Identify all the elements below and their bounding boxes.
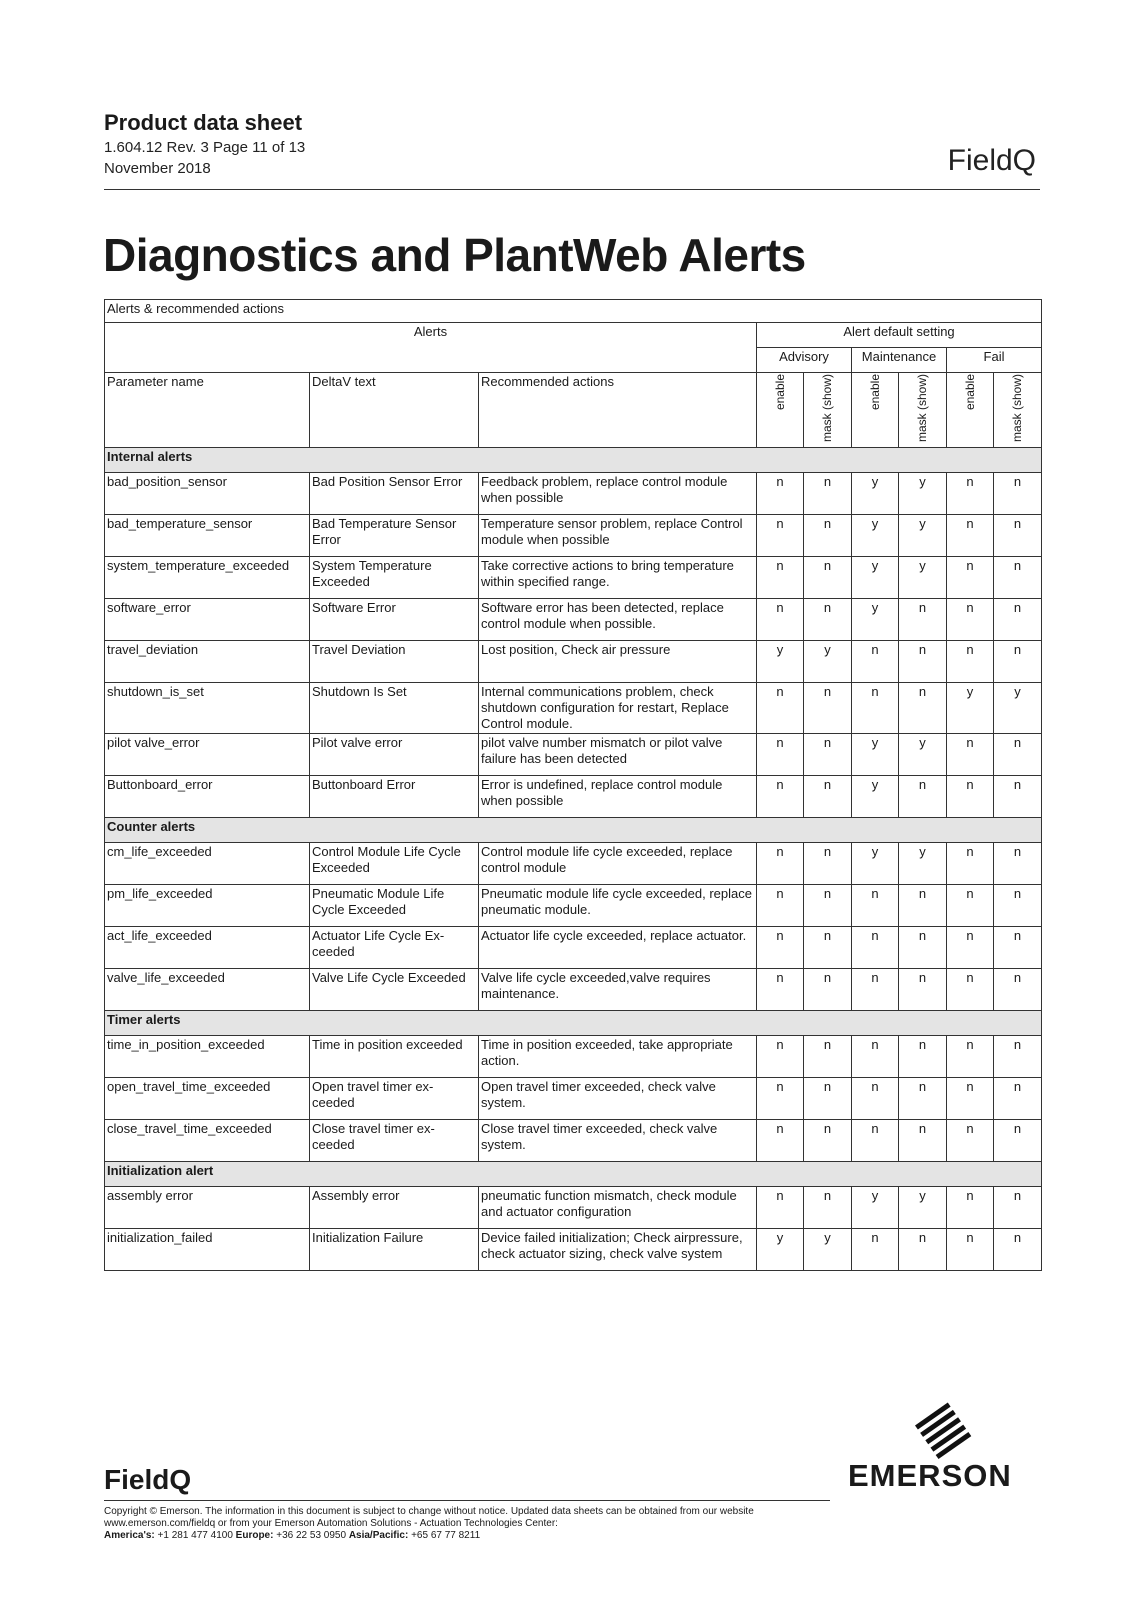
recommended-action-cell: Close travel timer exceeded, check valve system. [479, 1120, 757, 1162]
flag-cell: n [994, 843, 1042, 885]
table-row [105, 927, 1042, 969]
flag-cell: n [757, 1187, 804, 1229]
table-row [105, 969, 1042, 1011]
flag-cell: n [852, 1120, 899, 1162]
flag-cell: y [804, 1229, 852, 1271]
flag-cell: y [757, 1229, 804, 1271]
flag-cell: y [852, 734, 899, 776]
flag-cell: n [947, 1120, 994, 1162]
flag-cell: y [899, 1187, 947, 1229]
flag-cell: n [804, 1120, 852, 1162]
flag-cell: n [852, 641, 899, 683]
flag-cell: n [947, 734, 994, 776]
doc-reference: 1.604.12 Rev. 3 Page 11 of 13 [104, 139, 306, 156]
deltav-text-cell: System Temperature Exceeded [310, 557, 479, 599]
group-advisory: Advisory [757, 348, 852, 373]
flag-cell: n [757, 557, 804, 599]
group-fail: Fail [947, 348, 1042, 373]
recommended-action-cell: Take corrective actions to bring temperature within specified range. [479, 557, 757, 599]
deltav-text-cell: Shutdown Is Set [310, 683, 479, 734]
recommended-action-cell: Temperature sensor problem, replace Control module when possible [479, 515, 757, 557]
table-row [105, 515, 1042, 557]
flag-cell: n [947, 641, 994, 683]
flag-cell: n [804, 599, 852, 641]
flag-cell: n [994, 776, 1042, 818]
recommended-action-cell: pneumatic function mismatch, check module and actuator configuration [479, 1187, 757, 1229]
header-divider [104, 189, 1040, 190]
sub-header-advisory-enable: enable [757, 373, 804, 448]
flag-cell: n [899, 1229, 947, 1271]
recommended-action-cell: Lost position, Check air pressure [479, 641, 757, 683]
recommended-action-cell: Internal communications problem, check shutdown configuration for restart, Replace Control module. [479, 683, 757, 734]
recommended-action-cell: Feedback problem, replace control module when possible [479, 473, 757, 515]
footer-brand: FieldQ [104, 1464, 192, 1495]
flag-cell: y [852, 776, 899, 818]
doc-type: Product data sheet [104, 110, 303, 135]
table-row [105, 776, 1042, 818]
param-cell: valve_life_exceeded [105, 969, 310, 1011]
flag-cell: n [804, 1036, 852, 1078]
sub-header-fail-enable: enable [947, 373, 994, 448]
table-row [105, 843, 1042, 885]
group-maintenance: Maintenance [852, 348, 947, 373]
section-title: Initialization alert [105, 1162, 1042, 1187]
table-row [105, 885, 1042, 927]
table-row [105, 1229, 1042, 1271]
flag-cell: n [757, 734, 804, 776]
deltav-text-cell: Valve Life Cycle Exceeded [310, 969, 479, 1011]
flag-cell: n [804, 683, 852, 734]
section-title: Counter alerts [105, 818, 1042, 843]
table-row [105, 1036, 1042, 1078]
sub-header-advisory-mask: mask (show) [804, 373, 852, 448]
flag-cell: n [947, 776, 994, 818]
sub-header-maintenance-enable: enable [852, 373, 899, 448]
param-cell: software_error [105, 599, 310, 641]
flag-cell: n [804, 885, 852, 927]
flag-cell: n [899, 1120, 947, 1162]
deltav-text-cell: Time in position exceeded [310, 1036, 479, 1078]
recommended-action-cell: Pneumatic module life cycle exceeded, replace pneumatic module. [479, 885, 757, 927]
flag-cell: y [852, 1187, 899, 1229]
recommended-action-cell: Valve life cycle exceeded,valve requires maintenance. [479, 969, 757, 1011]
flag-cell: y [899, 557, 947, 599]
flag-cell: n [804, 776, 852, 818]
flag-cell: n [899, 885, 947, 927]
sub-header-fail-mask: mask (show) [994, 373, 1042, 448]
param-cell: pilot valve_error [105, 734, 310, 776]
flag-cell: y [899, 734, 947, 776]
flag-cell: n [994, 1120, 1042, 1162]
deltav-text-cell: Bad Temperature Sensor Error [310, 515, 479, 557]
flag-cell: n [994, 1229, 1042, 1271]
flag-cell: n [899, 641, 947, 683]
flag-cell: n [947, 1078, 994, 1120]
flag-cell: n [994, 1187, 1042, 1229]
flag-cell: n [757, 885, 804, 927]
deltav-text-cell: Initialization Failure [310, 1229, 479, 1271]
flag-cell: n [852, 1078, 899, 1120]
flag-cell: n [994, 969, 1042, 1011]
flag-cell: y [757, 641, 804, 683]
flag-cell: n [947, 885, 994, 927]
table-row [105, 1187, 1042, 1229]
table-row [105, 641, 1042, 683]
flag-cell: n [899, 969, 947, 1011]
flag-cell: n [947, 1229, 994, 1271]
col-header-actions: Recommended actions [479, 373, 757, 448]
param-cell: shutdown_is_set [105, 683, 310, 734]
deltav-text-cell: Software Error [310, 599, 479, 641]
table-row [105, 1078, 1042, 1120]
deltav-text-cell: Buttonboard Error [310, 776, 479, 818]
footer-copyright: Copyright © Emerson. The information in this document is subject to change without notice. Updated data sheets can be obtained from our website www.emerson.com/fieldq or from your Emerson Automation Solutions - Actuation Technologies Center: America's: +1 281 477 4100 Europe: +36 22 53 0950 Asia/Pacific: +65 67 77 8211 [104, 1506, 754, 1541]
param-cell: pm_life_exceeded [105, 885, 310, 927]
flag-cell: y [899, 515, 947, 557]
alerts-table [104, 299, 1042, 1271]
param-cell: open_travel_time_exceeded [105, 1078, 310, 1120]
flag-cell: n [899, 927, 947, 969]
flag-cell: y [852, 473, 899, 515]
flag-cell: n [994, 1078, 1042, 1120]
flag-cell: y [804, 641, 852, 683]
alerts-header: Alerts [105, 323, 757, 373]
flag-cell: n [804, 1078, 852, 1120]
flag-cell: n [852, 1036, 899, 1078]
flag-cell: n [804, 969, 852, 1011]
emerson-wordmark: EMERSON [848, 1458, 1012, 1493]
param-cell: initialization_failed [105, 1229, 310, 1271]
doc-date: November 2018 [104, 160, 211, 177]
param-cell: time_in_position_exceeded [105, 1036, 310, 1078]
flag-cell: n [804, 843, 852, 885]
flag-cell: n [804, 927, 852, 969]
flag-cell: n [947, 1036, 994, 1078]
flag-cell: n [947, 515, 994, 557]
flag-cell: n [994, 927, 1042, 969]
deltav-text-cell: Travel Deviation [310, 641, 479, 683]
section-title: Timer alerts [105, 1011, 1042, 1036]
page-title: Diagnostics and PlantWeb Alerts [103, 229, 806, 281]
recommended-action-cell: Time in position exceeded, take appropriate action. [479, 1036, 757, 1078]
flag-cell: n [899, 683, 947, 734]
flag-cell: n [947, 843, 994, 885]
table-row [105, 734, 1042, 776]
flag-cell: n [994, 557, 1042, 599]
flag-cell: n [757, 683, 804, 734]
flag-cell: n [757, 1078, 804, 1120]
flag-cell: n [899, 776, 947, 818]
flag-cell: n [994, 1036, 1042, 1078]
recommended-action-cell: pilot valve number mismatch or pilot valve failure has been detected [479, 734, 757, 776]
recommended-action-cell: Open travel timer exceeded, check valve system. [479, 1078, 757, 1120]
flag-cell: n [947, 927, 994, 969]
recommended-action-cell: Software error has been detected, replace control module when possible. [479, 599, 757, 641]
flag-cell: n [757, 927, 804, 969]
flag-cell: n [852, 683, 899, 734]
flag-cell: n [994, 885, 1042, 927]
recommended-action-cell: Control module life cycle exceeded, replace control module [479, 843, 757, 885]
table-caption: Alerts & recommended actions [105, 300, 1042, 323]
recommended-action-cell: Actuator life cycle exceeded, replace actuator. [479, 927, 757, 969]
flag-cell: y [852, 843, 899, 885]
flag-cell: n [899, 599, 947, 641]
flag-cell: n [757, 1036, 804, 1078]
flag-cell: n [994, 515, 1042, 557]
flag-cell: n [757, 599, 804, 641]
deltav-text-cell: Pneumatic Module Life Cycle Exceeded [310, 885, 479, 927]
flag-cell: y [852, 599, 899, 641]
flag-cell: n [804, 1187, 852, 1229]
flag-cell: n [757, 1120, 804, 1162]
flag-cell: y [947, 683, 994, 734]
flag-cell: y [899, 843, 947, 885]
param-cell: bad_temperature_sensor [105, 515, 310, 557]
param-cell: bad_position_sensor [105, 473, 310, 515]
table-row [105, 557, 1042, 599]
flag-cell: n [947, 599, 994, 641]
flag-cell: y [852, 557, 899, 599]
flag-cell: y [899, 473, 947, 515]
flag-cell: n [804, 734, 852, 776]
flag-cell: n [994, 599, 1042, 641]
footer-divider [104, 1500, 830, 1501]
sub-header-maintenance-mask: mask (show) [899, 373, 947, 448]
default-setting-header: Alert default setting [757, 323, 1042, 348]
deltav-text-cell: Actuator Life Cycle Ex- ceeded [310, 927, 479, 969]
param-cell: assembly error [105, 1187, 310, 1229]
header-brand: FieldQ [947, 144, 1036, 177]
flag-cell: n [947, 1187, 994, 1229]
flag-cell: n [757, 473, 804, 515]
param-cell: act_life_exceeded [105, 927, 310, 969]
flag-cell: n [804, 515, 852, 557]
param-cell: Buttonboard_error [105, 776, 310, 818]
flag-cell: n [947, 969, 994, 1011]
deltav-text-cell: Control Module Life Cycle Exceeded [310, 843, 479, 885]
flag-cell: n [947, 473, 994, 515]
deltav-text-cell: Assembly error [310, 1187, 479, 1229]
flag-cell: n [757, 515, 804, 557]
deltav-text-cell: Open travel timer ex- ceeded [310, 1078, 479, 1120]
col-header-parameter: Parameter name [105, 373, 310, 448]
flag-cell: n [804, 557, 852, 599]
table-row [105, 683, 1042, 734]
flag-cell: n [852, 969, 899, 1011]
flag-cell: y [994, 683, 1042, 734]
table-row [105, 1120, 1042, 1162]
flag-cell: n [994, 641, 1042, 683]
flag-cell: n [994, 734, 1042, 776]
flag-cell: n [852, 885, 899, 927]
flag-cell: n [757, 843, 804, 885]
flag-cell: n [899, 1036, 947, 1078]
flag-cell: n [757, 776, 804, 818]
col-header-deltav: DeltaV text [310, 373, 479, 448]
param-cell: system_temperature_exceeded [105, 557, 310, 599]
param-cell: travel_deviation [105, 641, 310, 683]
flag-cell: y [852, 515, 899, 557]
deltav-text-cell: Close travel timer ex- ceeded [310, 1120, 479, 1162]
table-row [105, 599, 1042, 641]
flag-cell: n [852, 1229, 899, 1271]
param-cell: close_travel_time_exceeded [105, 1120, 310, 1162]
table-row [105, 473, 1042, 515]
deltav-text-cell: Bad Position Sensor Error [310, 473, 479, 515]
recommended-action-cell: Error is undefined, replace control module when possible [479, 776, 757, 818]
flag-cell: n [899, 1078, 947, 1120]
flag-cell: n [947, 557, 994, 599]
recommended-action-cell: Device failed initialization; Check airpressure, check actuator sizing, check valve system [479, 1229, 757, 1271]
param-cell: cm_life_exceeded [105, 843, 310, 885]
flag-cell: n [994, 473, 1042, 515]
flag-cell: n [852, 927, 899, 969]
deltav-text-cell: Pilot valve error [310, 734, 479, 776]
flag-cell: n [757, 969, 804, 1011]
flag-cell: n [804, 473, 852, 515]
section-title: Internal alerts [105, 448, 1042, 473]
